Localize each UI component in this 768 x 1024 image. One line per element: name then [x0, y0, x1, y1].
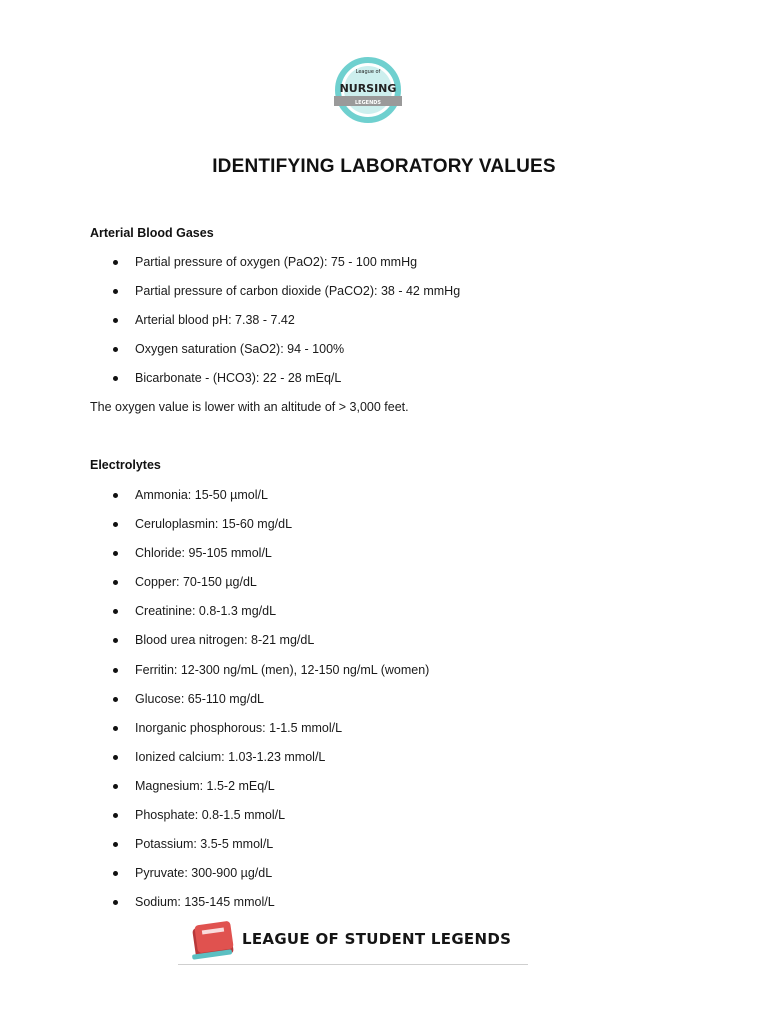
bullet-icon [113, 318, 118, 323]
logo-top-line: League of [355, 69, 381, 75]
nursing-legends-logo [330, 54, 406, 130]
bullet-icon [113, 755, 118, 760]
section-heading-electrolytes: Electrolytes [90, 458, 161, 472]
bullet-icon [113, 522, 118, 527]
list-item: Sodium: 135-145 mmol/L [0, 895, 600, 915]
bullet-icon [113, 376, 118, 381]
list-item: Bicarbonate - (HCO3): 22 - 28 mEq/L [0, 371, 600, 391]
bullet-icon [113, 638, 118, 643]
footer-banner [178, 916, 528, 966]
bullet-icon [113, 493, 118, 498]
bullet-icon [113, 668, 118, 673]
list-item: Copper: 70-150 µg/dL [0, 575, 600, 595]
list-item: Ferritin: 12-300 ng/mL (men), 12-150 ng/mL (women) [0, 663, 600, 683]
logo-main-word: NURSING [339, 82, 397, 95]
book-icon [186, 916, 242, 966]
list-item: Arterial blood pH: 7.38 - 7.42 [0, 313, 600, 333]
list-item: Glucose: 65-110 mg/dL [0, 692, 600, 712]
bullet-icon [113, 260, 118, 265]
bullet-icon [113, 289, 118, 294]
list-item: Oxygen saturation (SaO2): 94 - 100% [0, 342, 600, 362]
list-item: Ceruloplasmin: 15-60 mg/dL [0, 517, 600, 537]
bullet-icon [113, 726, 118, 731]
bullet-icon [113, 842, 118, 847]
bullet-icon [113, 347, 118, 352]
logo-ribbon-text: LEGENDS [354, 100, 382, 106]
bullet-icon [113, 609, 118, 614]
bullet-icon [113, 813, 118, 818]
list-item: Inorganic phosphorous: 1-1.5 mmol/L [0, 721, 600, 741]
list-item: Ammonia: 15-50 µmol/L [0, 488, 600, 508]
bullet-icon [113, 697, 118, 702]
list-item: Phosphate: 0.8-1.5 mmol/L [0, 808, 600, 828]
list-item: Partial pressure of oxygen (PaO2): 75 - 100 mmHg [0, 255, 600, 275]
list-item: Pyruvate: 300-900 µg/dL [0, 866, 600, 886]
list-item: Magnesium: 1.5-2 mEq/L [0, 779, 600, 799]
bullet-icon [113, 900, 118, 905]
altitude-note: The oxygen value is lower with an altitude of > 3,000 feet. [90, 400, 409, 414]
section-heading-abg: Arterial Blood Gases [90, 226, 214, 240]
bullet-icon [113, 871, 118, 876]
list-item: Blood urea nitrogen: 8-21 mg/dL [0, 633, 600, 653]
bullet-icon [113, 784, 118, 789]
list-item: Creatinine: 0.8-1.3 mg/dL [0, 604, 600, 624]
page-title: IDENTIFYING LABORATORY VALUES [212, 156, 556, 177]
bullet-icon [113, 551, 118, 556]
list-item: Potassium: 3.5-5 mmol/L [0, 837, 600, 857]
bullet-icon [113, 580, 118, 585]
footer-banner-text: LEAGUE OF STUDENT LEGENDS [242, 930, 512, 948]
list-item: Chloride: 95-105 mmol/L [0, 546, 600, 566]
footer-divider [178, 964, 528, 965]
list-item: Partial pressure of carbon dioxide (PaCO2): 38 - 42 mmHg [0, 284, 600, 304]
list-item: Ionized calcium: 1.03-1.23 mmol/L [0, 750, 600, 770]
